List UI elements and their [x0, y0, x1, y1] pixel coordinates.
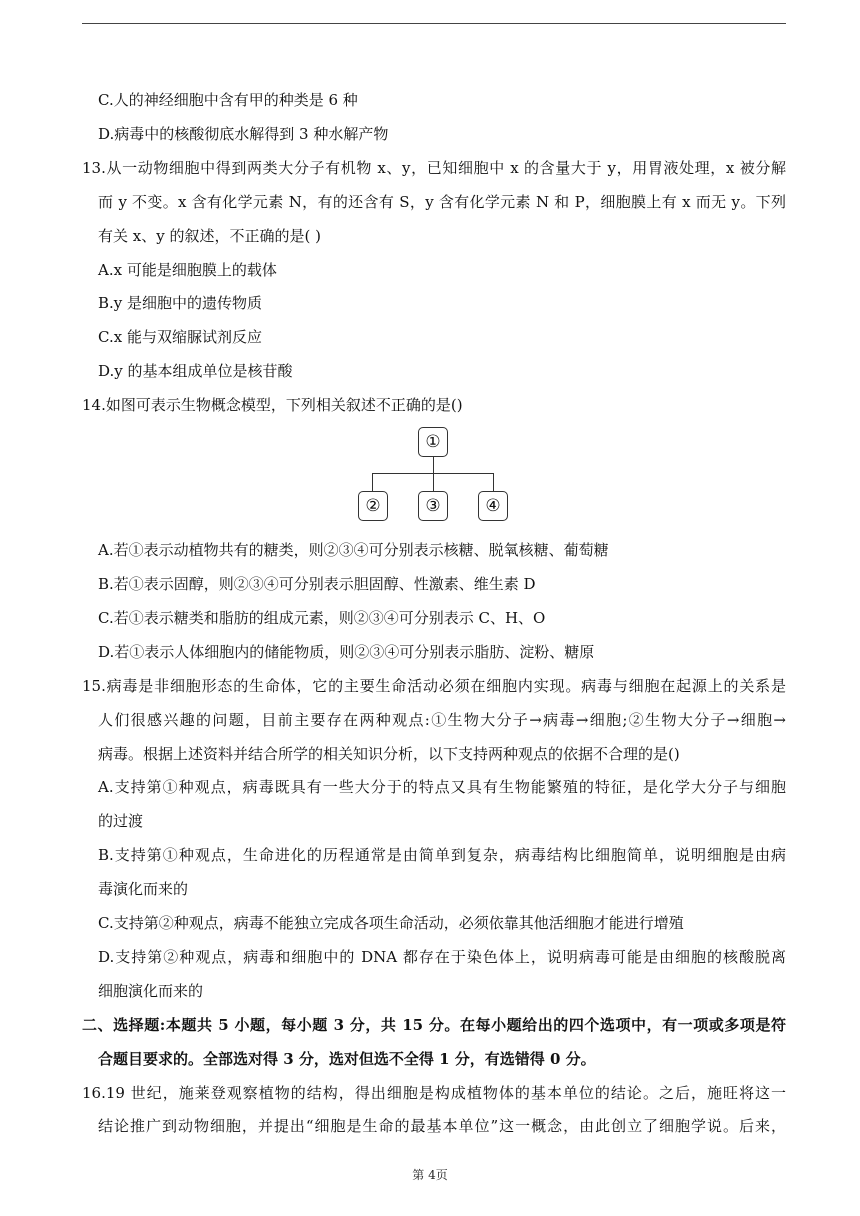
question-13-stem: 而 y 不变。x 含有化学元素 N，有的还含有 S，y 含有化学元素 N 和 P，细胞膜上有 x 而无 y。下列 — [98, 193, 786, 211]
option-line: 细胞演化而来的 — [98, 982, 204, 1000]
option-line: C.支持第②种观点，病毒不能独立完成各项生命活动，必须依靠其他活细胞才能进行增殖 — [98, 914, 684, 932]
question-13-stem: 有关 x、y 的叙述，不正确的是( ) — [98, 227, 321, 245]
option-line: B.若①表示固醇，则②③④可分别表示胆固醇、性激素、维生素 D — [98, 575, 536, 593]
question-13-stem: 13.从一动物细胞中得到两类大分子有机物 x、y，已知细胞中 x 的含量大于 y，用胃液处理，x 被分解 — [82, 159, 786, 177]
concept-model-diagram — [354, 426, 514, 526]
option-line: C.x 能与双缩脲试剂反应 — [98, 328, 262, 346]
option-line: 的过渡 — [98, 812, 144, 830]
section-heading: 二、选择题:本题共 5 小题，每小题 3 分，共 15 分。在每小题给出的四个选项中，有一项或多项是符 — [82, 1016, 786, 1034]
option-line: C.人的神经细胞中含有甲的种类是 6 种 — [98, 91, 358, 109]
option-line: D.若①表示人体细胞内的储能物质，则②③④可分别表示脂肪、淀粉、糖原 — [98, 643, 595, 661]
option-line: B.y 是细胞中的遗传物质 — [98, 294, 263, 312]
node-3: ③ — [418, 491, 448, 521]
question-15-stem: 人们很感兴趣的问题，目前主要存在两种观点:①生物大分子→病毒→细胞;②生物大分子→细胞→ — [98, 711, 786, 729]
node-1: ① — [418, 427, 448, 457]
option-line: D.y 的基本组成单位是核苷酸 — [98, 362, 293, 380]
connector-line — [433, 456, 434, 474]
node-2: ② — [358, 491, 388, 521]
question-16-stem: 16.19 世纪，施莱登观察植物的结构，得出细胞是构成植物体的基本单位的结论。之后，施旺将这一 — [82, 1084, 786, 1102]
option-line: A.支持第①种观点，病毒既具有一些大分于的特点又具有生物能繁殖的特征，是化学大分子与细胞 — [98, 778, 786, 796]
option-line: 毒演化而来的 — [98, 880, 189, 898]
question-16-stem: 结论推广到动物细胞，并提出“细胞是生命的最基本单位”这一概念，由此创立了细胞学说。后来， — [98, 1117, 786, 1135]
section-heading: 合题目要求的。全部选对得 3 分，选对但选不全得 1 分，有选错得 0 分。 — [98, 1050, 596, 1068]
option-line: B.支持第①种观点，生命进化的历程通常是由简单到复杂，病毒结构比细胞简单，说明细胞是由病 — [98, 846, 786, 864]
option-line: C.若①表示糖类和脂肪的组成元素，则②③④可分别表示 C、H、O — [98, 609, 546, 627]
header-rule — [82, 23, 786, 24]
question-15-stem: 病毒。根据上述资料并结合所学的相关知识分析，以下支持两种观点的依据不合理的是() — [98, 745, 680, 763]
option-line: D.病毒中的核酸彻底水解得到 3 种水解产物 — [98, 125, 389, 143]
option-line: A.若①表示动植物共有的糖类，则②③④可分别表示核糖、脱氧核糖、葡萄糖 — [98, 541, 609, 559]
option-line: A.x 可能是细胞膜上的载体 — [98, 261, 277, 279]
question-15-stem: 15.病毒是非细胞形态的生命体，它的主要生命活动必须在细胞内实现。病毒与细胞在起源上的关系是 — [82, 677, 786, 695]
question-14-stem: 14.如图可表示生物概念模型，下列相关叙述不正确的是() — [82, 396, 463, 414]
connector-line — [372, 473, 373, 491]
connector-line — [433, 473, 434, 491]
option-line: D.支持第②种观点，病毒和细胞中的 DNA 都存在于染色体上，说明病毒可能是由细胞的核酸脱离 — [98, 948, 786, 966]
page-number: 第 4页 — [412, 1168, 448, 1182]
node-4: ④ — [478, 491, 508, 521]
connector-line — [493, 473, 494, 491]
